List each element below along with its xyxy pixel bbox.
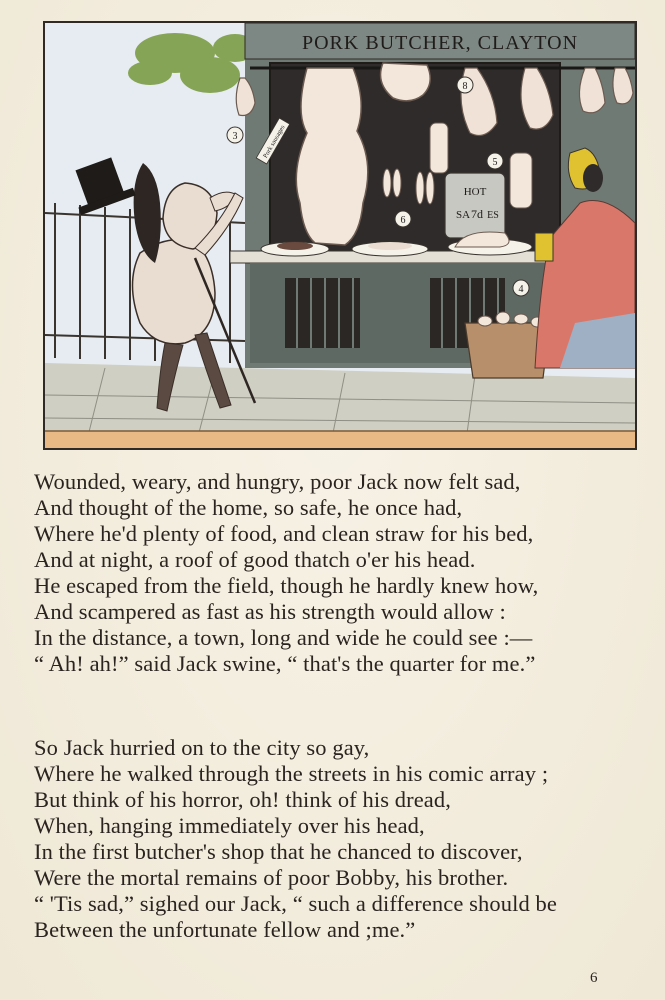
verse-line: “ 'Tis sad,” sighed our Jack, “ such a difference should be [34,891,557,916]
butcher-shop-illustration [43,21,637,450]
verse-line: In the distance, a town, long and wide he could see :— [34,625,533,650]
verse-stanza-1 [34,469,654,677]
verse-line: Between the unfortunate fellow and ;me.” [34,917,416,942]
jar-label-sa: SA [455,209,471,221]
verse-line: And at night, a roof of good thatch o'er his head. [34,547,476,572]
verse-line: So Jack hurried on to the city so gay, [34,735,370,760]
verse-line: Where he'd plenty of food, and clean straw for his bed, [34,521,534,546]
price-tag-1: 3 [232,131,238,142]
price-tag-5: 4 [518,284,524,295]
verse-stanza-2 [34,735,654,943]
verse-line: Wounded, weary, and hungry, poor Jack now felt sad, [34,469,521,494]
verse-line: “ Ah! ah!” said Jack swine, “ that's the quarter for me.” [34,651,536,676]
jar-price: 7d [471,207,483,221]
verse-line: And thought of the home, so safe, he once had, [34,495,463,520]
sausage-tag: Pork sausages [262,124,287,160]
verse-line: He escaped from the field, though he hardly knew how, [34,573,539,598]
illustration-svg [45,23,635,448]
price-tag-3: 5 [492,157,498,168]
verse-line: Where he walked through the streets in his comic array ; [34,761,549,786]
verse-line: When, hanging immediately over his head, [34,813,425,838]
page-number: 6 [590,970,598,986]
verse-line: And scampered as fast as his strength would allow : [34,599,506,624]
verse-line: In the first butcher's shop that he chanced to discover, [34,839,523,864]
shop-sign-text: PORK BUTCHER, CLAYTON [301,32,579,54]
verse-line: Were the mortal remains of poor Bobby, his brother. [34,865,509,890]
price-tag-2: 8 [462,81,468,92]
verse-line: But think of his horror, oh! think of his dread, [34,787,451,812]
jar-label-es: ES [487,210,499,221]
jar-label-hot: HOT [463,186,487,198]
price-tag-4: 6 [400,215,406,226]
